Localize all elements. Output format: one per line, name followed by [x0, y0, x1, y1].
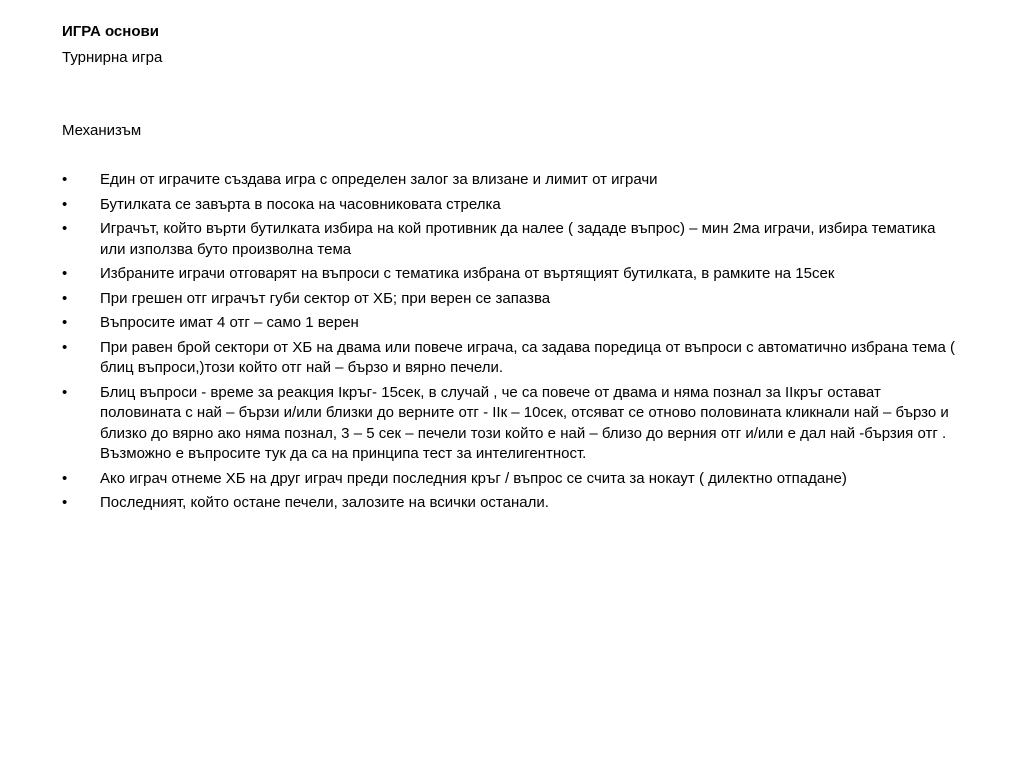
bullet-icon: •	[62, 469, 68, 487]
bullet-icon: •	[62, 383, 68, 401]
list-item	[62, 493, 962, 514]
list-item-text: Въпросите имат 4 отг – само 1 верен	[100, 314, 359, 331]
list-item-text: Последният, който остане печели, залозите на всички останали.	[100, 494, 549, 511]
list-item	[62, 195, 962, 216]
bullet-icon: •	[62, 195, 68, 213]
list-item-text: Бутилката се завърта в посока на часовниковата стрелка	[100, 195, 501, 213]
bullet-icon: •	[62, 289, 68, 307]
bullet-icon: •	[62, 494, 68, 511]
list-item	[62, 383, 962, 465]
section-heading: Механизъм	[62, 122, 142, 139]
list-item	[62, 264, 962, 285]
list-item	[62, 338, 962, 379]
bullet-icon: •	[62, 171, 68, 188]
list-item-text: Ако играч отнеме ХБ на друг играч преди последния кръг / въпрос се счита за нокаут ( дилектно отпадане)	[100, 469, 847, 487]
bullet-icon: •	[62, 338, 68, 356]
list-item-text: Един от играчите създава игра с определен залог за влизане и лимит от играчи	[100, 171, 658, 188]
list-item-text: Играчът, който върти бутилката избира на кой противник да налее ( зададе въпрос) – мин 2ма играчи, избира тематика или използва буто произволна тема	[100, 220, 936, 258]
document-title: ИГРА основи	[62, 23, 159, 40]
rules-list	[62, 170, 962, 514]
bullet-icon: •	[62, 314, 68, 331]
list-item	[62, 313, 962, 334]
list-item	[62, 219, 962, 260]
bullet-icon: •	[62, 265, 68, 282]
list-item	[62, 469, 962, 490]
list-item-text: При грешен отг играчът губи сектор от ХБ; при верен се запазва	[100, 289, 551, 307]
bullet-icon: •	[62, 220, 68, 237]
list-item-text: Блиц въпроси - време за реакция Iкръг- 15сек, в случай , че са повече от двама и няма познал за IIкръг остават половината с най – бързи и/или близки до верните отг - IIк – 10сек, отсяват се отново половината кликнали най – бързо и близко до вярно ако няма познал, 3 – 5 сек – печели този който е най – близо до верния отг и/или е дал най -бързия отг . Възможно е въпросите тук да са на принципа тест за интелигентност.	[100, 383, 949, 462]
list-item-text: Избраните играчи отговарят на въпроси с тематика избрана от въртящият бутилката, в рамките на 15сек	[100, 265, 835, 282]
list-item	[62, 289, 962, 310]
list-item	[62, 170, 962, 191]
document-subtitle: Турнирна игра	[62, 49, 163, 66]
document-page	[62, 22, 962, 518]
list-item-text: При равен брой сектори от ХБ на двама или повече играча, са задава поредица от въпроси с автоматично избрана тема ( блиц въпроси,)този който отг най – бързо и вярно печели.	[100, 338, 955, 376]
